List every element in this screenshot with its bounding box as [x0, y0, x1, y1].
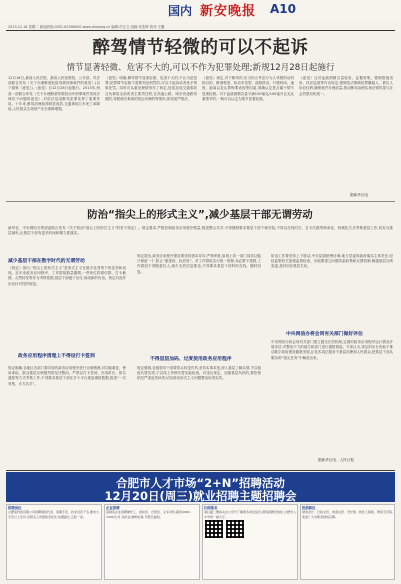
listing-title: 扫码报名	[204, 506, 218, 510]
ad-divider	[6, 470, 395, 471]
qr-code-icon	[226, 520, 244, 538]
article2-subtitle-4: 中央网信办将会同有关部门做好评估	[286, 332, 363, 337]
job-listing-box	[300, 504, 395, 580]
listing-text: 合肥某科技有限公司招聘销售代表、客服专员、技术员若干名,要求大专及以上学历,有相关工作经验者优先,待遇面议,五险一金。	[8, 510, 99, 519]
masthead-divider	[6, 30, 395, 31]
article-divider	[6, 201, 395, 202]
article2-subtitle-3: 不得层层加码、过度使用政务应用程序	[150, 357, 232, 362]
article2-headline: 防治“指尖上的形式主义”,减少基层干部无谓劳动	[87, 209, 313, 221]
article1-byline: 据新华社电	[350, 193, 368, 197]
masthead	[0, 0, 401, 22]
article1-subhead: 情节显著轻微、危害不大的,可以不作为犯罪处理;新规12月28日起施行	[66, 63, 335, 73]
masthead-meta: 2023.12.18 星期二 新闻热线:0551-62396000 www.ahwang.cn 编辑:许正文 组版:朱浩辉 校对:王璐	[8, 25, 165, 29]
article2-byline: 据新华社电、人民日报	[318, 458, 354, 462]
listing-text: 某制造企业招聘操作工、质检员、仓管员、叉车司机,薪资4000-7000元/月,包吃住,缴纳社保,节假日福利。	[106, 510, 191, 519]
recruitment-ad-banner	[6, 472, 395, 502]
article2-paragraph-1: 《规定》指出,“指尖上的形式主义”是形式主义在数字化背景下的变异和表现。近年来政务应用程序、工作群组数量激增,一些单位将微信群、打卡截图、点赞转发等作为考核依据,基层干部疲于应付,形成新的负担。规定对此作出有针对性的规范。	[8, 266, 126, 286]
ad-title-line-1: 合肥市人才市场“2+N”招聘活动	[116, 476, 285, 490]
article1-headline: 醉驾情节轻微的可以不起诉	[92, 38, 309, 58]
listing-title: 招聘岗位	[8, 506, 22, 510]
article2-lead: 新华社、中央网信办等部委联合发布《关于防治“指尖上的形式主义”的若干规定》。规定要求,严格控制政务应用程序数量,推进整合共享,不得强制要求基层干部下载安装,不得以在线时长、打卡次数等简单化、机械化方式考核基层工作,切实为基层减负,让基层干部有更多时间和精力抓落实。	[8, 226, 393, 236]
listing-text: 请扫描二维码关注公众号了解更多岗位信息,现场招聘会地址:合肥市人才市场一楼大厅。	[204, 510, 296, 519]
page-number: A10	[270, 2, 296, 16]
article1-column-4: 《意见》还对血液酒精含量检验、证据收集、强制措施适用、执法监督等作出规定,强调依法保障犯罪嫌疑人、被告人诉讼权利,确保案件办理质量,推动醉驾治理实现法律效果与社会效果有机统一。	[299, 76, 393, 96]
article2-paragraph-3: 规定提出,政务应用程序建设要坚持需求导向,严格审批,原则上同一部门同类功能只保留一个,防止“重建设、轻应用”。对工作群组实行统一管理,非必要不建群,工作群组不得随意拉人,减少无效信息推送,不得要求基层干部时时在线、随时回复。	[137, 254, 261, 274]
article1-column-3: 《意见》规定,对于醉驾的,应当综合考虑行为人驾驶的动机和目的、醉酒程度、机动车类型、道路情况、行驶时间、速度、距离以及认罪悔罪表现等因素,准确认定是否属于情节显著轻微。对于血液酒精含量不满150毫克/100毫升且无从重情节的,一般可以认定为情节显著轻微。	[202, 76, 294, 101]
article2-paragraph-2: 规定明确,各地区各部门要对现有政务应用程序进行全面梳理,对功能重复、使用率低、群众基层反映强烈的坚决整治。严禁以打卡签到、在线时长、排名通报等方式考核工作,不得要求基层干部在多个平台重复填报数据,推进“一次采集、多方共享”。	[8, 366, 126, 386]
job-listing-box	[6, 504, 102, 580]
article1-column-2: 《意见》明确,醉驾情节显著轻微、危害不大的,不认为是犯罪;犯罪情节轻微不需要判处刑罚的,可以不起诉或者免予刑事处罚。同时对从重处理情形作了规定,包括造成交通事故且负事故全部或者主要责任的,在高速公路、城市快速路驾驶的,驾驶载有乘客的营运车辆的等情形,体现宽严相济。	[105, 76, 197, 101]
job-listing-box	[104, 504, 200, 580]
article2-subtitle-2: 政务应用程序清理上不得设打卡签到	[18, 354, 95, 359]
article2-paragraph-4: 规定强调,各级领导干部要带头转变作风,坚持实事求是,深入基层了解实情,不以留痕代替实绩,不以线上考核代替实地检查。对违反规定、加重基层负担的,要依规依纪严肃追责问责,切实推动形式主义问题整治取得实效。	[137, 366, 261, 381]
listing-text: 财务会计、行政文员、电商运营、设计师、软件工程师、物流专员等,欢迎广大求职者到场应聘。	[302, 510, 393, 519]
job-listing-box	[202, 504, 298, 580]
article1-column-1: 12月18日,最高人民法院、最高人民检察院、公安部、司法部联合发布《关于办理醉酒危险驾驶刑事案件的意见》(以下简称《意见》),《意见》自12月28日起施行。2013年,两高一部联合印发《关于办理醉酒驾驶机动车刑事案件适用法律若干问题的意见》,对依法惩治醉驾犯罪发挥了重要作用。十年来,醉驾治理取得明显成效,交通事故万车死亡率降低,人民群众生命财产安全保障增强。	[8, 76, 100, 112]
article2-paragraph-5: 防治工作要坚持上下联动,中央层面统筹协调,地方党委和政府落实主体责任,纪检监察机关加强监督检查。各地要建立问题线索收集和反馈机制,畅通基层反映渠道,及时回应基层关切。	[271, 254, 393, 269]
listing-title: 热招职位	[302, 506, 316, 510]
newspaper-logo: 新安晚报	[200, 4, 257, 19]
section-label: 国内	[168, 4, 193, 18]
qr-code-icon	[205, 520, 223, 538]
article2-subtitle-1: 减少基层干部在数字时代的无谓劳动	[8, 259, 85, 264]
ad-title-line-2: 12月20日(周三)就业招聘主题招聘会	[104, 489, 297, 503]
listing-title: 企业招聘	[106, 506, 120, 510]
article2-paragraph-6: 中央网信办将会同有关部门建立健全长效机制,定期对政务应用程序运行情况开展评估,对整治不力的地方和部门进行通报督促。专家认为,规定的出台有助于推动数字政府建设健康发展,让技术真正服务于基层治理和人民群众,把基层干部从繁杂的“指尖任务”中解放出来。	[271, 340, 393, 360]
